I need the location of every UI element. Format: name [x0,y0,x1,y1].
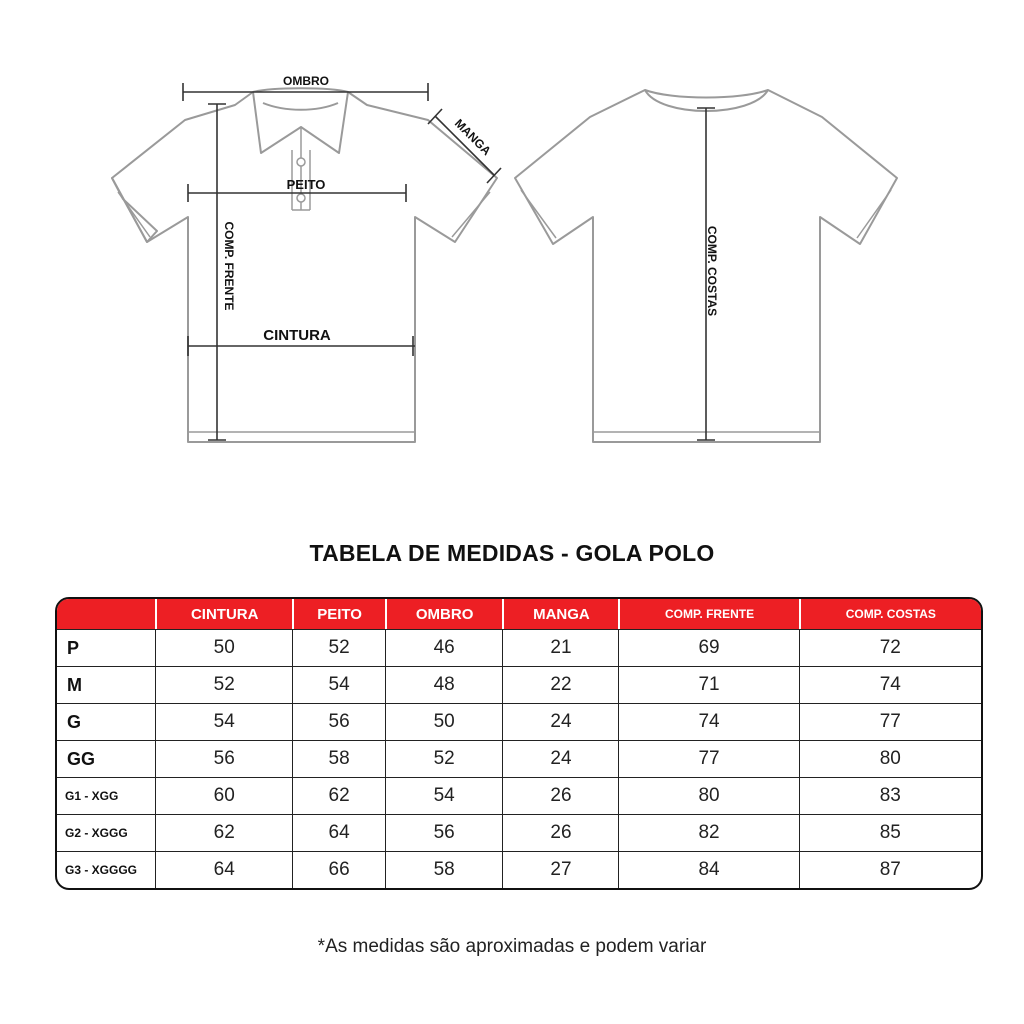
measure-cell: 72 [799,629,981,666]
measure-cell: 21 [502,629,618,666]
measure-cell: 54 [385,777,503,814]
column-header: COMP. COSTAS [799,599,981,629]
measure-cell: 54 [292,666,384,703]
waist-label: CINTURA [263,327,331,344]
measure-cell: 48 [385,666,503,703]
measure-cell: 52 [385,740,503,777]
measure-cell: 27 [502,851,618,888]
table-header-row [57,599,981,629]
column-header: MANGA [502,599,618,629]
measure-cell: 26 [502,814,618,851]
measure-cell: 56 [155,740,292,777]
size-cell: P [57,629,155,666]
column-header: CINTURA [155,599,292,629]
measure-cell: 66 [292,851,384,888]
page-title: TABELA DE MEDIDAS - GOLA POLO [309,540,715,566]
front-length-label: COMP. FRENTE [222,221,236,311]
measure-cell: 74 [618,703,798,740]
button-icon [297,194,305,202]
measure-cell: 56 [292,703,384,740]
measure-cell: 58 [385,851,503,888]
measure-cell: 24 [502,703,618,740]
measure-cell: 87 [799,851,981,888]
table-row [57,666,981,703]
size-cell: G3 - XGGGG [57,851,155,888]
measure-cell: 82 [618,814,798,851]
measure-cell: 80 [799,740,981,777]
size-cell: G [57,703,155,740]
measure-cell: 80 [618,777,798,814]
size-cell: M [57,666,155,703]
measure-cell: 64 [155,851,292,888]
measure-cell: 60 [155,777,292,814]
back-length-label: COMP. COSTAS [705,225,719,317]
shirt-diagram [0,0,1024,470]
measure-cell: 54 [155,703,292,740]
measure-cell: 52 [292,629,384,666]
table-row [57,851,981,888]
button-icon [297,158,305,166]
measure-cell: 83 [799,777,981,814]
shoulder-label: OMBRO [283,74,329,88]
measure-cell: 77 [799,703,981,740]
measure-cell: 77 [618,740,798,777]
size-cell: G1 - XGG [57,777,155,814]
measure-cell: 62 [292,777,384,814]
measure-cell: 69 [618,629,798,666]
measure-cell: 64 [292,814,384,851]
table-row [57,740,981,777]
measure-cell: 62 [155,814,292,851]
table-row [57,777,981,814]
measure-cell: 22 [502,666,618,703]
column-header: OMBRO [385,599,503,629]
measure-cell: 71 [618,666,798,703]
measure-cell: 52 [155,666,292,703]
column-header: PEITO [292,599,384,629]
measure-cell: 46 [385,629,503,666]
measure-cell: 50 [385,703,503,740]
column-header: COMP. FRENTE [618,599,798,629]
size-column-header [57,599,155,629]
front-shirt-illustration [112,88,497,442]
measure-cell: 58 [292,740,384,777]
measure-cell: 74 [799,666,981,703]
measure-cell: 24 [502,740,618,777]
measure-cell: 26 [502,777,618,814]
chest-label: PEITO [286,177,326,192]
size-table [55,597,983,890]
table-row [57,703,981,740]
sleeve-label: MANGA [451,116,494,159]
footnote: *As medidas são aproximadas e podem variar [317,936,707,957]
measure-cell: 85 [799,814,981,851]
table-row [57,814,981,851]
size-cell: GG [57,740,155,777]
measure-cell: 56 [385,814,503,851]
measure-cell: 50 [155,629,292,666]
measure-cell: 84 [618,851,798,888]
table-row [57,629,981,666]
size-cell: G2 - XGGG [57,814,155,851]
